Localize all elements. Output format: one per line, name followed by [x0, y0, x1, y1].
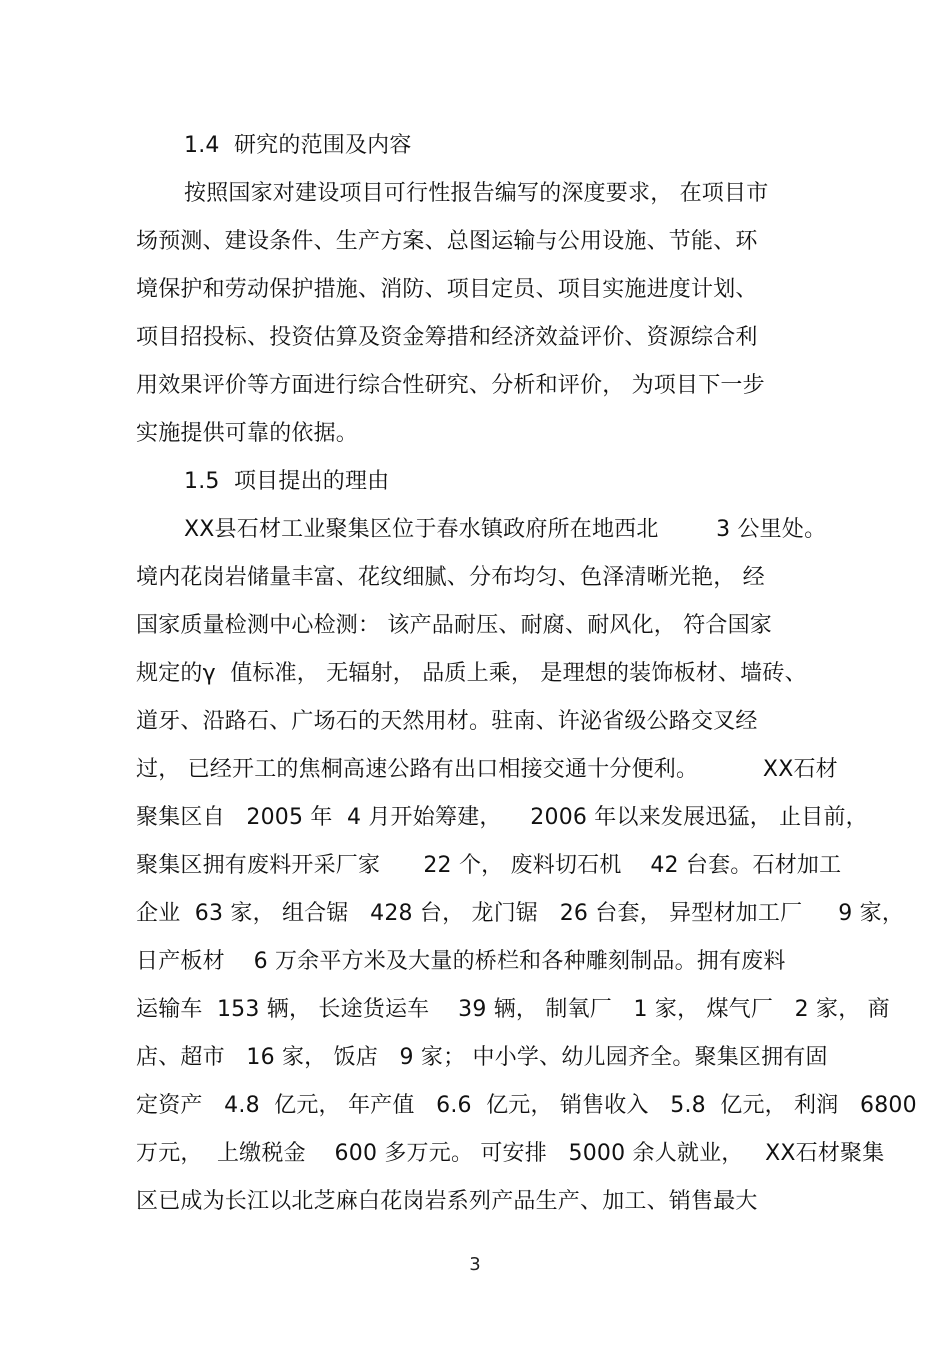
paragraph-line: 聚集区拥有废料开采厂家 22 个， 废料切石机 42 台套。石材加工	[136, 853, 842, 878]
paragraph-line: 场预测、建设条件、生产方案、总图运输与公用设施、节能、环	[136, 229, 758, 254]
paragraph-line: 规定的γ 值标准， 无辐射， 品质上乘， 是理想的装饰板材、墙砖、	[136, 661, 807, 686]
paragraph-line: 按照国家对建设项目可行性报告编写的深度要求， 在项目市	[184, 181, 769, 206]
paragraph-line: 项目招投标、投资估算及资金筹措和经济效益评价、资源综合利	[136, 325, 758, 350]
page-number: 3	[469, 1254, 481, 1275]
paragraph-line: 用效果评价等方面进行综合性研究、分析和评价， 为项目下一步	[136, 373, 765, 398]
paragraph-line: 运输车 153 辆， 长途货运车 39 辆， 制氧厂 1 家， 煤气厂 2 家， 商	[136, 997, 890, 1022]
paragraph-line: 聚集区自 2005 年 4 月开始筹建， 2006 年以来发展迅猛， 止目前，	[136, 805, 868, 830]
paragraph-line: 实施提供可靠的依据。	[136, 421, 359, 446]
paragraph-line: 定资产 4.8 亿元， 年产值 6.6 亿元， 销售收入 5.8 亿元， 利润 6800	[136, 1093, 917, 1118]
paragraph-line: 区已成为长江以北芝麻白花岗岩系列产品生产、加工、销售最大	[136, 1189, 758, 1214]
section-heading-1-4: 1.4 研究的范围及内容	[184, 133, 412, 158]
paragraph-line: XX县石材工业聚集区位于春水镇政府所在地西北 3 公里处。	[184, 517, 827, 542]
paragraph-line: 日产板材 6 万余平方米及大量的桥栏和各种雕刻制品。拥有废料	[136, 949, 786, 974]
paragraph-line: 店、超市 16 家， 饭店 9 家； 中小学、幼儿园齐全。聚集区拥有固	[136, 1045, 828, 1070]
paragraph-line: 万元， 上缴税金 600 多万元。 可安排 5000 余人就业， XX石材聚集	[136, 1141, 885, 1166]
paragraph-line: 境保护和劳动保护措施、消防、项目定员、项目实施进度计划、	[136, 277, 758, 302]
paragraph-line: 国家质量检测中心检测： 该产品耐压、耐腐、耐风化， 符合国家	[136, 613, 772, 638]
section-heading-1-5: 1.5 项目提出的理由	[184, 469, 390, 494]
paragraph-line: 境内花岗岩储量丰富、花纹细腻、分布均匀、色泽清晰光艳， 经	[136, 565, 765, 590]
paragraph-line: 过， 已经开工的焦桐高速公路有出口相接交通十分便利。 XX石材	[136, 757, 838, 782]
paragraph-line: 企业 63 家， 组合锯 428 台， 龙门锯 26 台套， 异型材加工厂 9 家，	[136, 901, 905, 926]
paragraph-line: 道牙、沿路石、广场石的天然用材。驻南、许泌省级公路交叉经	[136, 709, 758, 734]
